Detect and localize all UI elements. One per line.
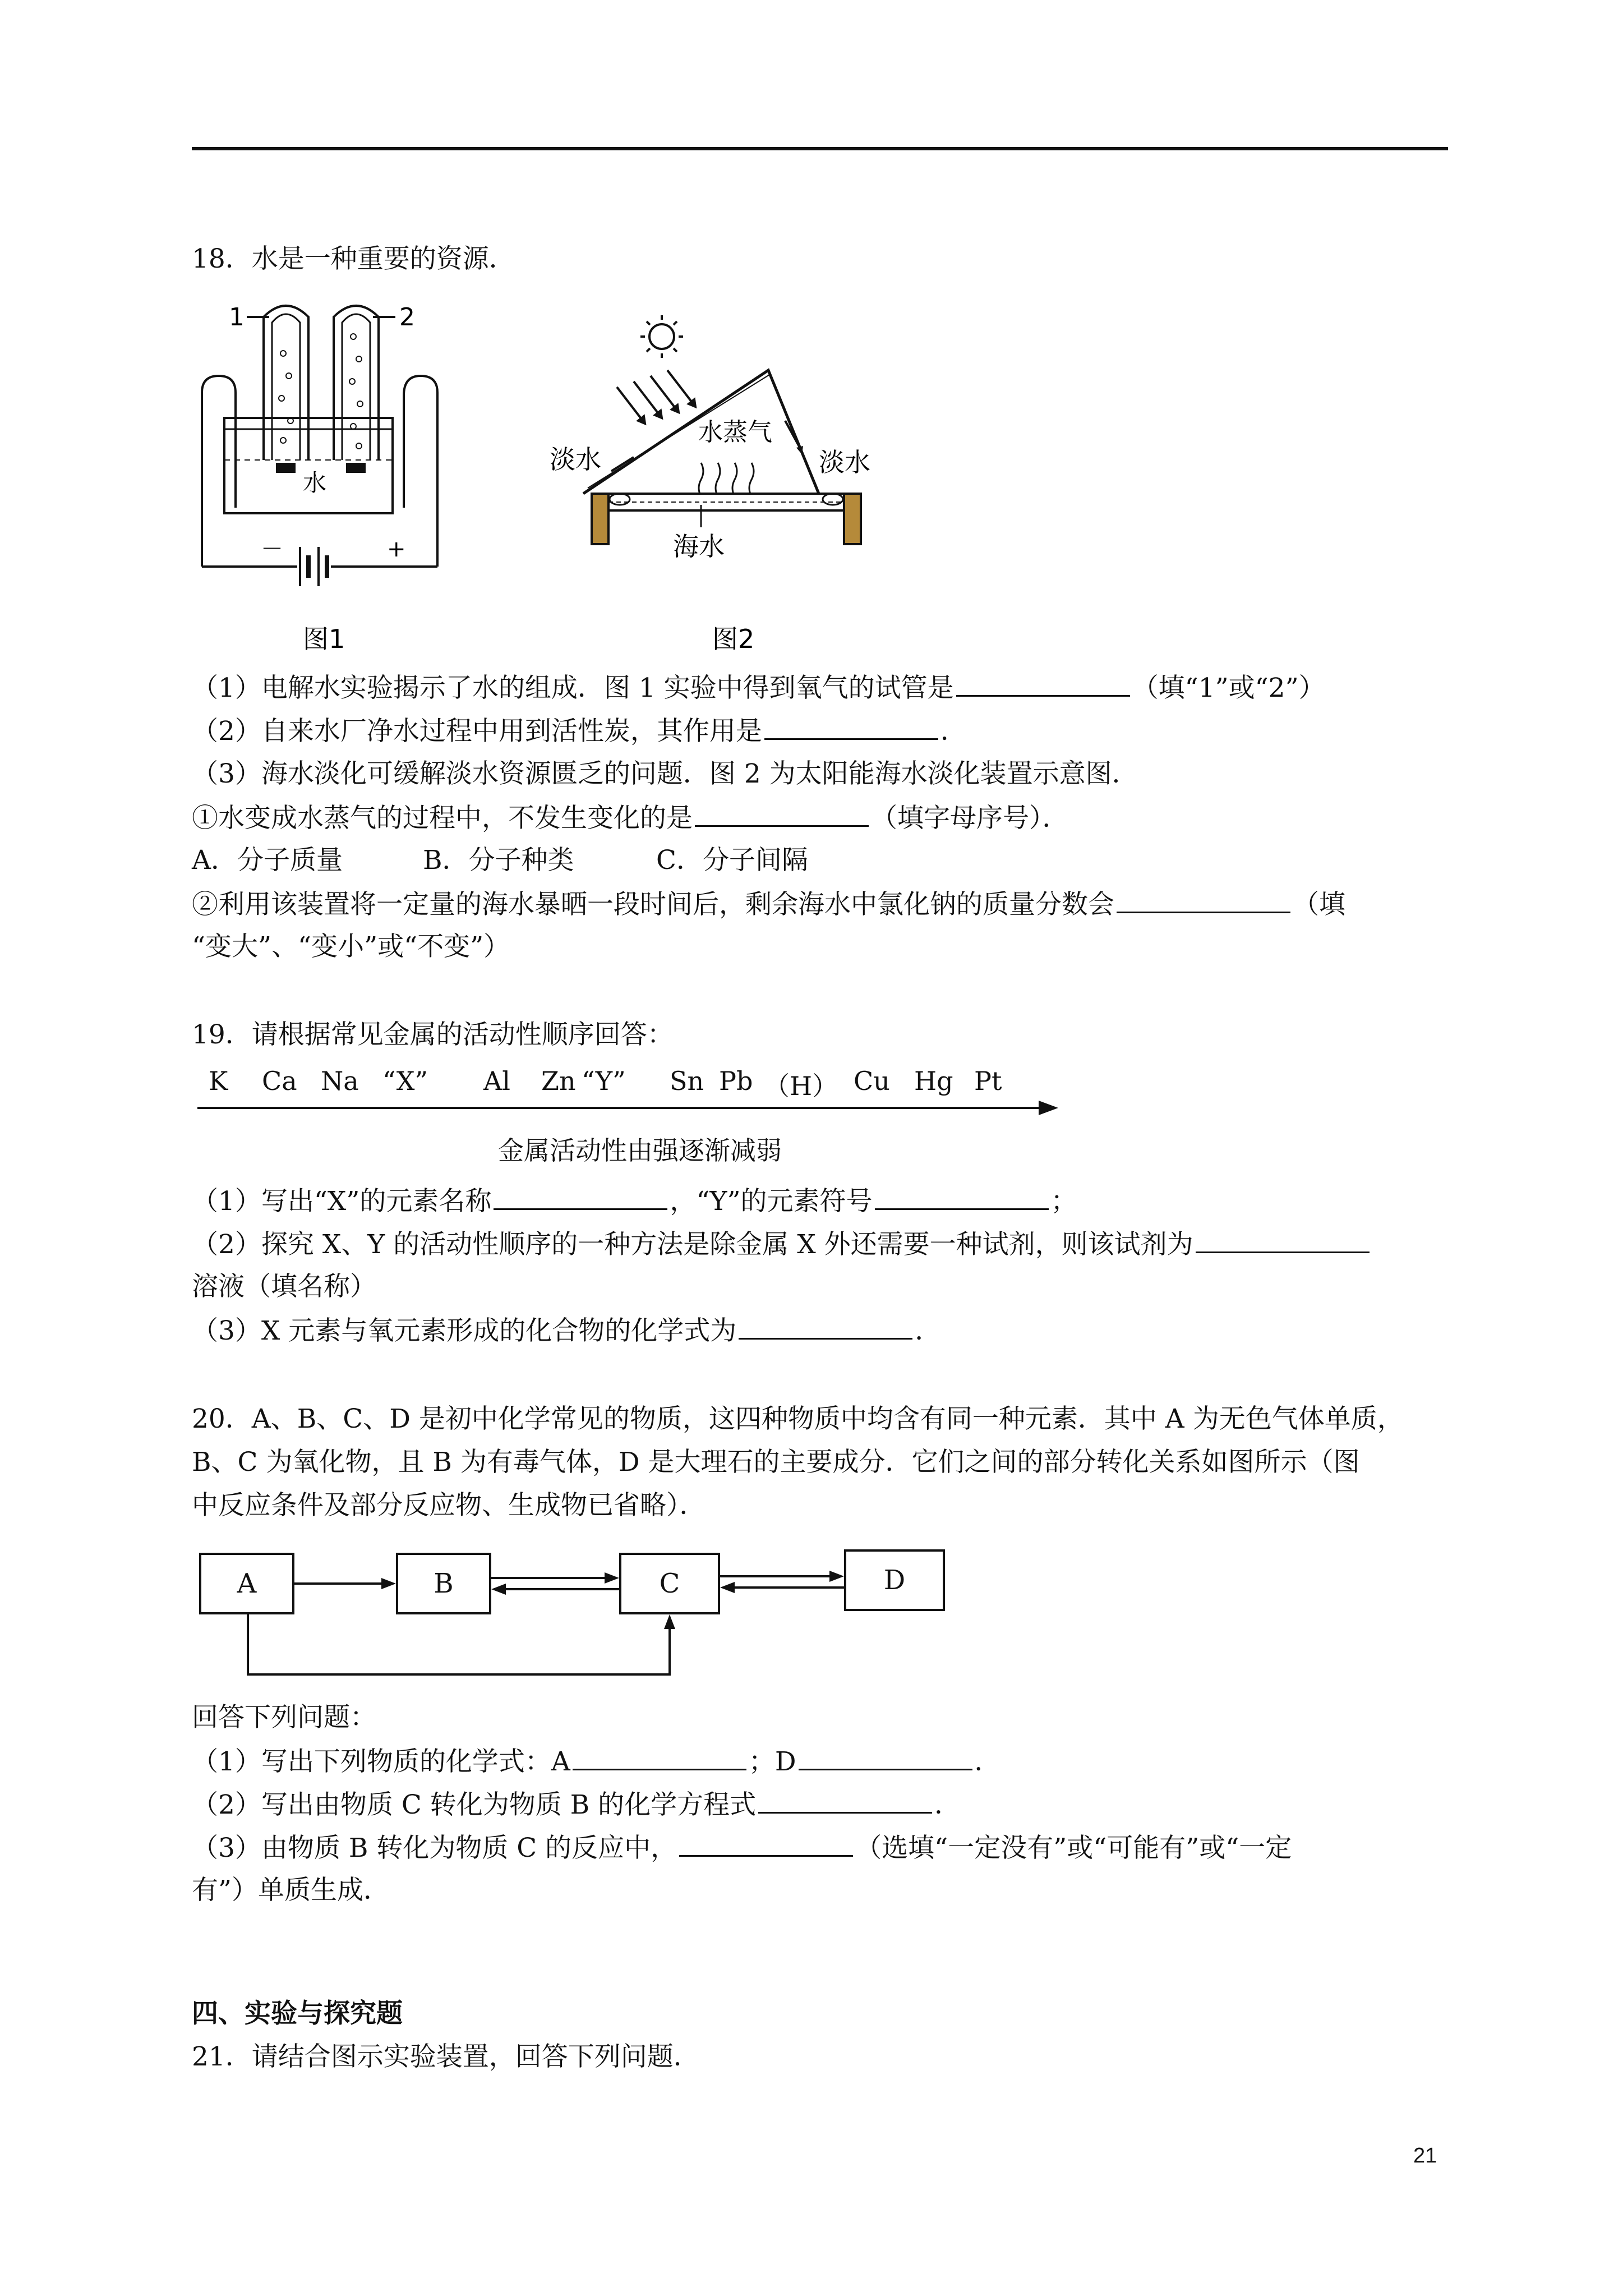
page-number: 21 bbox=[1413, 2144, 1437, 2168]
q19-part3: （3）X 元素与氧元素形成的化合物的化学式为 ． bbox=[192, 1313, 941, 1348]
q18-part3-1: ①水变成水蒸气的过程中，不发生变化的是 （填字母序号）． bbox=[192, 800, 1069, 835]
metal-symbol: Sn bbox=[670, 1066, 704, 1096]
activity-arrow-label: 金属活动性由强逐渐减弱 bbox=[498, 1135, 782, 1166]
q18-option-b: B．分子种类 bbox=[423, 845, 574, 876]
answer-blank[interactable] bbox=[764, 714, 938, 740]
metal-symbol: “Y” bbox=[582, 1066, 626, 1096]
answer-blank[interactable] bbox=[799, 1744, 972, 1770]
vapor-label: 水蒸气 bbox=[698, 418, 772, 447]
fresh-water-left-label: 淡水 bbox=[550, 444, 601, 475]
answer-blank[interactable] bbox=[875, 1184, 1049, 1210]
header-rule bbox=[192, 147, 1448, 150]
q18-part3: （3）海水淡化可缓解淡水资源匮乏的问题．图 2 为太阳能海水淡化装置示意图． bbox=[192, 758, 1138, 789]
node-c: C bbox=[619, 1553, 720, 1614]
desalination-figure bbox=[550, 303, 870, 662]
metal-symbol: Zn bbox=[541, 1066, 576, 1096]
q20-ask: 回答下列问题： bbox=[192, 1702, 376, 1733]
node-b: B bbox=[396, 1553, 491, 1614]
q18-title: 18．水是一种重要的资源． bbox=[192, 243, 515, 274]
activity-series bbox=[203, 1066, 1061, 1099]
node-a: A bbox=[199, 1553, 294, 1614]
water-label: 水 bbox=[303, 469, 327, 496]
metal-symbol: Cu bbox=[854, 1066, 890, 1096]
activity-arrow bbox=[197, 1099, 1061, 1116]
q20-part2: （2）写出由物质 C 转化为物质 B 的化学方程式 ． bbox=[192, 1787, 961, 1822]
q20-part1: （1）写出下列物质的化学式：A ；D ． bbox=[192, 1744, 1001, 1779]
node-d: D bbox=[844, 1549, 945, 1611]
tube-label-1: 1 bbox=[229, 303, 245, 332]
plus-sign: + bbox=[387, 536, 406, 562]
q18-part2: （2）自来水厂净水过程中用到活性炭，其作用是 ． bbox=[192, 714, 967, 748]
answer-blank[interactable] bbox=[1196, 1227, 1370, 1253]
answer-blank[interactable] bbox=[956, 670, 1130, 697]
q18-option-c: C．分子间隔 bbox=[656, 845, 808, 876]
q21-title: 21．请结合图示实验装置，回答下列问题． bbox=[192, 2041, 700, 2072]
metal-symbol: Pt bbox=[974, 1066, 1002, 1096]
answer-blank[interactable] bbox=[494, 1184, 667, 1210]
metal-symbol: Al bbox=[483, 1066, 510, 1096]
metal-symbol: （H） bbox=[764, 1071, 838, 1101]
minus-sign: － bbox=[261, 536, 283, 562]
metal-symbol: “X” bbox=[382, 1066, 428, 1096]
q20-line1: 20．A、B、C、D 是初中化学常见的物质，这四种物质中均含有同一种元素．其中 A 为无色气体单质， bbox=[192, 1404, 1404, 1434]
answer-blank[interactable] bbox=[1117, 887, 1290, 913]
q18-part1: （1）电解水实验揭示了水的组成．图 1 实验中得到氧气的试管是 （填“1”或“2”） bbox=[192, 670, 1325, 705]
answer-blank[interactable] bbox=[573, 1744, 746, 1770]
answer-blank[interactable] bbox=[695, 800, 869, 827]
q19-part2: （2）探究 X、Y 的活动性顺序的一种方法是除金属 X 外还需要一种试剂，则该试剂为 bbox=[192, 1227, 1372, 1262]
q18-option-a: A．分子质量 bbox=[192, 845, 343, 876]
answer-blank[interactable] bbox=[739, 1313, 912, 1340]
q20-part3-cont: 有”）单质生成． bbox=[192, 1875, 390, 1906]
electrolysis-figure bbox=[191, 292, 454, 662]
flow-arrows bbox=[191, 1543, 965, 1688]
metal-symbol: Hg bbox=[914, 1066, 953, 1096]
answer-blank[interactable] bbox=[679, 1830, 853, 1857]
q18-part3-2-cont: “变大”、“变小”或“不变”） bbox=[192, 931, 510, 962]
metal-symbol: Ca bbox=[262, 1066, 297, 1096]
q18-part3-2: ②利用该装置将一定量的海水暴晒一段时间后，剩余海水中氯化钠的质量分数会 （填 bbox=[192, 887, 1345, 922]
fresh-water-right-label: 淡水 bbox=[819, 447, 870, 477]
q19-title: 19．请根据常见金属的活动性顺序回答： bbox=[192, 1019, 674, 1050]
metal-symbol: K bbox=[209, 1066, 228, 1096]
fig1-caption: 图1 bbox=[303, 624, 345, 654]
sun-icon bbox=[640, 315, 683, 358]
section-heading: 四、实验与探究题 bbox=[192, 1998, 403, 2029]
seawater-label: 海水 bbox=[673, 531, 725, 562]
q19-part2-cont: 溶液（填名称） bbox=[192, 1271, 376, 1302]
tube-label-2: 2 bbox=[399, 303, 415, 332]
q20-line3: 中反应条件及部分反应物、生成物已省略）． bbox=[192, 1490, 706, 1521]
fig2-caption: 图2 bbox=[712, 624, 755, 654]
answer-blank[interactable] bbox=[758, 1787, 932, 1814]
q19-part1: （1）写出“X”的元素名称 ，“Y”的元素符号 ； bbox=[192, 1184, 1077, 1218]
metal-symbol: Pb bbox=[719, 1066, 753, 1096]
q20-part3: （3）由物质 B 转化为物质 C 的反应中， （选填“一定没有”或“可能有”或“一定 bbox=[192, 1830, 1292, 1865]
metal-symbol: Na bbox=[321, 1066, 359, 1096]
q20-line2: B、C 为氧化物，且 B 为有毒气体，D 是大理石的主要成分．它们之间的部分转化关系如图所示（图 bbox=[192, 1447, 1360, 1478]
